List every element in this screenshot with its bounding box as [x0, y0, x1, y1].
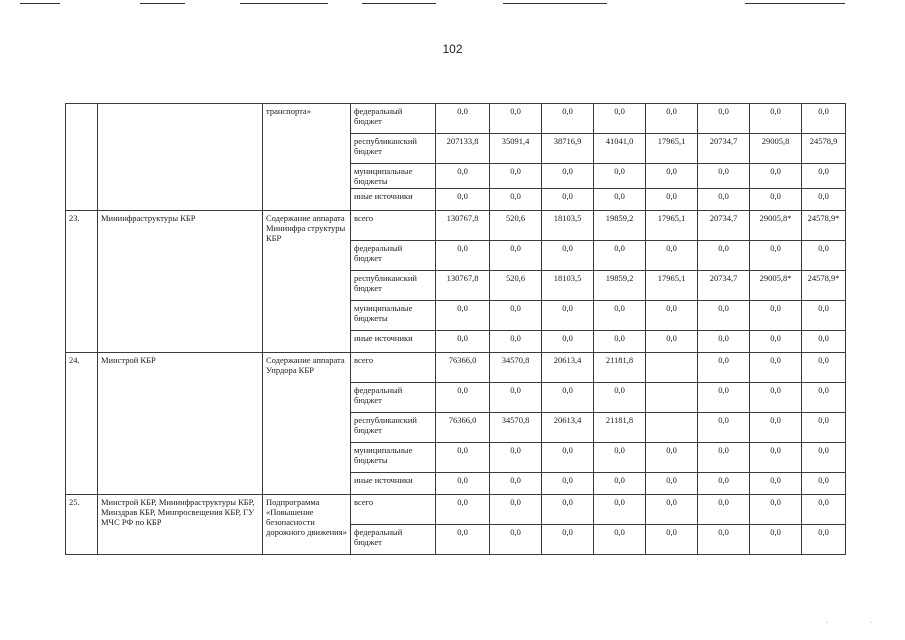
cell-no: [66, 104, 98, 211]
cell-value: 0,0: [802, 443, 846, 473]
cell-value: 76366,0: [436, 413, 490, 443]
cell-value: 24578,9*: [802, 211, 846, 241]
cell-executor: Минстрой КБР, Мининфраструктуры КБР, Минздрав КБР, Минпросвещения КБР, ГУ МЧС РФ по КБР: [98, 495, 263, 555]
cell-event: транспорта»: [263, 104, 351, 211]
cell-no: 24.: [66, 353, 98, 495]
cell-value: 0,0: [698, 164, 750, 189]
cell-value: 0,0: [594, 301, 646, 331]
cell-value: 21181,8: [594, 353, 646, 383]
table-row: [66, 353, 846, 383]
cell-value: 0,0: [646, 241, 698, 271]
cell-value: 0,0: [750, 473, 802, 495]
cell-value: 0,0: [594, 383, 646, 413]
cell-source: федеральный бюджет: [351, 104, 436, 134]
cell-value: 0,0: [750, 104, 802, 134]
cell-no: 23.: [66, 211, 98, 353]
budget-table: [65, 103, 846, 555]
cell-source: республиканский бюджет: [351, 413, 436, 443]
cell-value: 130767,8: [436, 271, 490, 301]
cell-value: 0,0: [594, 443, 646, 473]
cell-value: 0,0: [542, 164, 594, 189]
cell-value: 0,0: [802, 104, 846, 134]
cell-value: 0,0: [750, 495, 802, 525]
cell-value: 0,0: [698, 443, 750, 473]
cell-source: федеральный бюджет: [351, 383, 436, 413]
cell-value: 0,0: [698, 104, 750, 134]
scan-artifact-lines: [0, 0, 905, 10]
page-number: 102: [442, 42, 463, 56]
cell-value: 29005,8: [750, 134, 802, 164]
cell-value: 0,0: [698, 383, 750, 413]
cell-value: 0,0: [750, 413, 802, 443]
cell-value: 0,0: [594, 189, 646, 211]
cell-value: 0,0: [750, 353, 802, 383]
cell-no: 25.: [66, 495, 98, 555]
cell-value: [646, 353, 698, 383]
cell-value: 76366,0: [436, 353, 490, 383]
cell-value: 520,6: [490, 211, 542, 241]
cell-value: 19859,2: [594, 211, 646, 241]
cell-value: 0,0: [646, 189, 698, 211]
cell-executor: [98, 104, 263, 211]
cell-value: 0,0: [646, 525, 698, 555]
cell-value: 0,0: [750, 241, 802, 271]
cell-source: муниципальные бюджеты: [351, 301, 436, 331]
cell-source: федеральный бюджет: [351, 525, 436, 555]
cell-value: 0,0: [436, 301, 490, 331]
cell-value: 18103,5: [542, 211, 594, 241]
cell-source: всего: [351, 211, 436, 241]
cell-value: 0,0: [698, 495, 750, 525]
cell-value: 18103,5: [542, 271, 594, 301]
cell-value: 0,0: [490, 301, 542, 331]
cell-value: 0,0: [698, 473, 750, 495]
cell-value: 0,0: [646, 301, 698, 331]
cell-value: 29005,8*: [750, 271, 802, 301]
scan-speck: ·: [826, 620, 828, 626]
cell-event: Подпрограмма «Повышение безопасности дорожного движения»: [263, 495, 351, 555]
cell-value: 24578,9: [802, 134, 846, 164]
cell-value: 0,0: [490, 164, 542, 189]
cell-source: муниципальные бюджеты: [351, 164, 436, 189]
cell-value: 20734,7: [698, 134, 750, 164]
cell-value: 0,0: [646, 495, 698, 525]
cell-value: 0,0: [802, 164, 846, 189]
cell-value: 0,0: [750, 383, 802, 413]
cell-source: федеральный бюджет: [351, 241, 436, 271]
cell-value: 20734,7: [698, 211, 750, 241]
cell-value: 0,0: [750, 189, 802, 211]
cell-value: 19859,2: [594, 271, 646, 301]
cell-value: 0,0: [436, 495, 490, 525]
cell-value: 41041,0: [594, 134, 646, 164]
cell-value: 29005,8*: [750, 211, 802, 241]
cell-value: [646, 413, 698, 443]
cell-value: 0,0: [542, 525, 594, 555]
cell-value: 0,0: [436, 525, 490, 555]
cell-source: всего: [351, 495, 436, 525]
cell-value: 0,0: [594, 164, 646, 189]
cell-value: 0,0: [698, 413, 750, 443]
cell-value: 0,0: [802, 241, 846, 271]
cell-value: 130767,8: [436, 211, 490, 241]
cell-value: 0,0: [750, 164, 802, 189]
cell-value: 0,0: [750, 525, 802, 555]
cell-event: Содержание аппарата Упрдора КБР: [263, 353, 351, 495]
cell-value: 0,0: [436, 331, 490, 353]
cell-value: 17965,1: [646, 134, 698, 164]
cell-value: 0,0: [594, 525, 646, 555]
cell-value: 0,0: [542, 241, 594, 271]
cell-value: 0,0: [646, 104, 698, 134]
cell-value: 0,0: [436, 164, 490, 189]
cell-value: 20613,4: [542, 413, 594, 443]
cell-value: 0,0: [802, 495, 846, 525]
cell-value: 0,0: [436, 383, 490, 413]
cell-value: 0,0: [698, 301, 750, 331]
cell-value: 0,0: [802, 301, 846, 331]
cell-value: 38716,9: [542, 134, 594, 164]
cell-value: 0,0: [542, 104, 594, 134]
cell-value: 0,0: [750, 301, 802, 331]
cell-value: 520,6: [490, 271, 542, 301]
cell-value: 0,0: [802, 353, 846, 383]
cell-value: 20613,4: [542, 353, 594, 383]
cell-event: Содержание аппарата Мининфра структуры КБР: [263, 211, 351, 353]
cell-value: 0,0: [802, 473, 846, 495]
cell-value: 0,0: [750, 443, 802, 473]
cell-value: 17965,1: [646, 271, 698, 301]
cell-value: 0,0: [542, 189, 594, 211]
cell-value: 0,0: [490, 525, 542, 555]
cell-value: 0,0: [542, 473, 594, 495]
table-row: [66, 495, 846, 525]
table-row: [66, 211, 846, 241]
cell-value: 0,0: [542, 495, 594, 525]
cell-value: 0,0: [802, 525, 846, 555]
cell-value: 20734,7: [698, 271, 750, 301]
cell-value: 0,0: [594, 241, 646, 271]
cell-value: 0,0: [802, 413, 846, 443]
cell-value: 0,0: [490, 189, 542, 211]
cell-value: 0,0: [436, 473, 490, 495]
cell-value: 0,0: [490, 443, 542, 473]
cell-value: 0,0: [594, 495, 646, 525]
cell-value: 0,0: [490, 241, 542, 271]
cell-value: 0,0: [542, 443, 594, 473]
cell-value: 0,0: [646, 164, 698, 189]
cell-source: всего: [351, 353, 436, 383]
cell-value: 34570,8: [490, 353, 542, 383]
cell-value: 0,0: [436, 189, 490, 211]
cell-value: 0,0: [436, 443, 490, 473]
cell-source: иные источники: [351, 331, 436, 353]
table-row: [66, 104, 846, 134]
cell-source: республиканский бюджет: [351, 134, 436, 164]
cell-value: 34570,8: [490, 413, 542, 443]
cell-value: 0,0: [646, 473, 698, 495]
cell-value: 0,0: [698, 241, 750, 271]
cell-value: 0,0: [750, 331, 802, 353]
cell-value: 0,0: [698, 353, 750, 383]
cell-value: 0,0: [594, 473, 646, 495]
cell-executor: Минстрой КБР: [98, 353, 263, 495]
cell-source: республиканский бюджет: [351, 271, 436, 301]
cell-value: 0,0: [594, 331, 646, 353]
cell-value: 0,0: [542, 383, 594, 413]
cell-value: 0,0: [594, 104, 646, 134]
cell-value: 24578,9*: [802, 271, 846, 301]
cell-value: 0,0: [436, 241, 490, 271]
cell-value: 207133,8: [436, 134, 490, 164]
cell-value: 0,0: [698, 331, 750, 353]
cell-value: 0,0: [646, 443, 698, 473]
cell-value: 0,0: [490, 495, 542, 525]
cell-value: 21181,8: [594, 413, 646, 443]
cell-value: 0,0: [436, 104, 490, 134]
cell-value: 0,0: [802, 331, 846, 353]
cell-value: 0,0: [490, 383, 542, 413]
cell-value: 0,0: [542, 331, 594, 353]
cell-value: 0,0: [802, 189, 846, 211]
cell-value: 0,0: [490, 331, 542, 353]
cell-value: 0,0: [542, 301, 594, 331]
cell-value: 0,0: [490, 473, 542, 495]
cell-executor: Мининфраструктуры КБР: [98, 211, 263, 353]
cell-value: 0,0: [646, 331, 698, 353]
cell-value: 35091,4: [490, 134, 542, 164]
cell-value: 0,0: [698, 189, 750, 211]
cell-value: 0,0: [490, 104, 542, 134]
cell-value: 0,0: [802, 383, 846, 413]
cell-value: [646, 383, 698, 413]
cell-value: 0,0: [698, 525, 750, 555]
cell-value: 17965,1: [646, 211, 698, 241]
cell-source: иные источники: [351, 473, 436, 495]
scan-speck: ·: [870, 620, 872, 626]
cell-source: муниципальные бюджеты: [351, 443, 436, 473]
cell-source: иные источники: [351, 189, 436, 211]
